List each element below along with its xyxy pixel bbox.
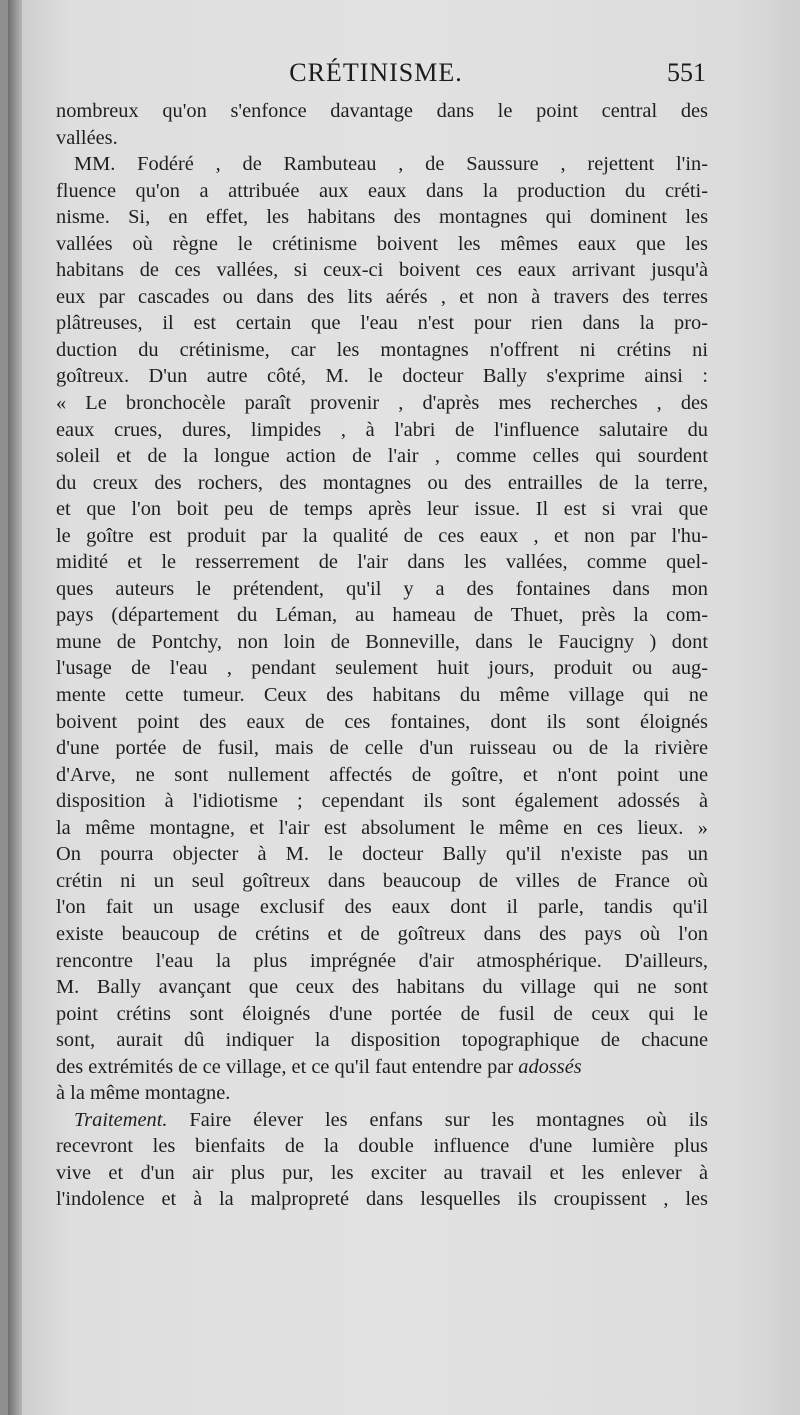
text-line: soleil et de la longue action de l'air , comme celles qui sourdent — [56, 445, 708, 468]
section-heading-traitement: Traitement. — [74, 1108, 168, 1131]
page-number: 551 — [667, 58, 706, 87]
text-line: boivent point des eaux de ces fontaines, dont ils sont éloignés — [56, 710, 708, 733]
text-line: fluence qu'on a attribuée aux eaux dans la production du créti- — [56, 179, 708, 202]
running-title: CRÉTINISME. — [289, 58, 463, 87]
body-text — [56, 98, 708, 1213]
text-line: mune de Pontchy, non loin de Bonneville, dans le Faucigny ) dont — [56, 630, 708, 653]
text-line: ques auteurs le prétendent, qu'il y a des fontaines dans mon — [56, 577, 708, 600]
text-line: mente cette tumeur. Ceux des habitans du même village qui ne — [56, 684, 708, 707]
text-line: nisme. Si, en effet, les habitans des montagnes qui dominent les — [56, 206, 708, 229]
text-line: vive et d'un air plus pur, les exciter au travail et les enlever à — [56, 1161, 708, 1184]
text-line: eaux crues, dures, limpides , à l'abri de l'influence salutaire du — [56, 418, 708, 441]
text-line: eux par cascades ou dans des lits aérés , et non à travers des terres — [56, 285, 708, 308]
text-line: duction du crétinisme, car les montagnes n'offrent ni crétins ni — [56, 338, 708, 361]
text-line: rencontre l'eau la plus imprégnée d'air atmosphérique. D'ailleurs, — [56, 949, 708, 972]
text-line: l'indolence et à la malpropreté dans lesquelles ils croupissent , les — [56, 1188, 708, 1211]
text-line: recevront les bienfaits de la double influence d'une lumière plus — [56, 1135, 708, 1158]
book-page — [8, 0, 800, 1415]
text-line: l'on fait un usage exclusif des eaux dont il parle, tandis qu'il — [56, 896, 708, 919]
text-line: goîtreux. D'un autre côté, M. le docteur Bally s'exprime ainsi : — [56, 365, 708, 388]
page-header — [56, 58, 706, 94]
text-line: la même montagne, et l'air est absolument le même en ces lieux. » — [56, 816, 708, 839]
text-line — [56, 1107, 708, 1134]
text-line-part: des extrémités de ce village, et ce qu'il faut entendre par — [56, 1055, 514, 1078]
text-line — [56, 1054, 708, 1081]
text-line: à la même montagne. — [56, 1082, 231, 1105]
text-line: d'Arve, ne sont nullement affectés de goître, et n'ont point une — [56, 763, 708, 786]
text-line: sont, aurait dû indiquer la disposition topographique de chacune — [56, 1029, 708, 1052]
text-line: habitans de ces vallées, si ceux-ci boivent ces eaux arrivant jusqu'à — [56, 259, 708, 282]
text-line: le goître est produit par la qualité de ces eaux , et non par l'hu- — [56, 524, 708, 547]
text-line: disposition à l'idiotisme ; cependant ils sont également adossés à — [56, 790, 708, 813]
text-line: pays (département du Léman, au hameau de Thuet, près la com- — [56, 604, 708, 627]
text-line: « Le bronchocèle paraît provenir , d'après mes recherches , des — [56, 392, 708, 415]
text-line: plâtreuses, il est certain que l'eau n'est pour rien dans la pro- — [56, 312, 708, 335]
text-line: vallées. — [56, 126, 118, 149]
text-line-part: Faire élever les enfans sur les montagnes où ils — [189, 1108, 708, 1131]
text-line: nombreux qu'on s'enfonce davantage dans le point central des — [56, 100, 708, 122]
text-line: d'une portée de fusil, mais de celle d'un ruisseau ou de la rivière — [56, 737, 708, 760]
text-line: et que l'on boit peu de temps après leur issue. Il est si vrai que — [56, 498, 708, 521]
text-line: crétin ni un seul goîtreux dans beaucoup de villes de France où — [56, 869, 708, 892]
text-line: MM. Fodéré , de Rambuteau , de Saussure , rejettent l'in- — [74, 153, 708, 176]
text-line: existe beaucoup de crétins et de goîtreux dans des pays où l'on — [56, 922, 708, 945]
text-line: M. Bally avançant que ceux des habitans du village qui ne sont — [56, 976, 708, 999]
text-line: point crétins sont éloignés d'une portée de fusil de ceux qui le — [56, 1002, 708, 1025]
text-line: vallées où règne le crétinisme boivent les mêmes eaux que les — [56, 232, 708, 255]
text-line: l'usage de l'eau , pendant seulement huit jours, produit ou aug- — [56, 657, 708, 680]
binding-gutter — [8, 0, 22, 1415]
emphasis-adosses: adossés — [518, 1055, 582, 1078]
text-line: du creux des rochers, des montagnes ou des entrailles de la terre, — [56, 471, 708, 494]
text-line: midité et le resserrement de l'air dans les vallées, comme quel- — [56, 551, 708, 574]
text-line: On pourra objecter à M. le docteur Bally qu'il n'existe pas un — [56, 843, 708, 866]
